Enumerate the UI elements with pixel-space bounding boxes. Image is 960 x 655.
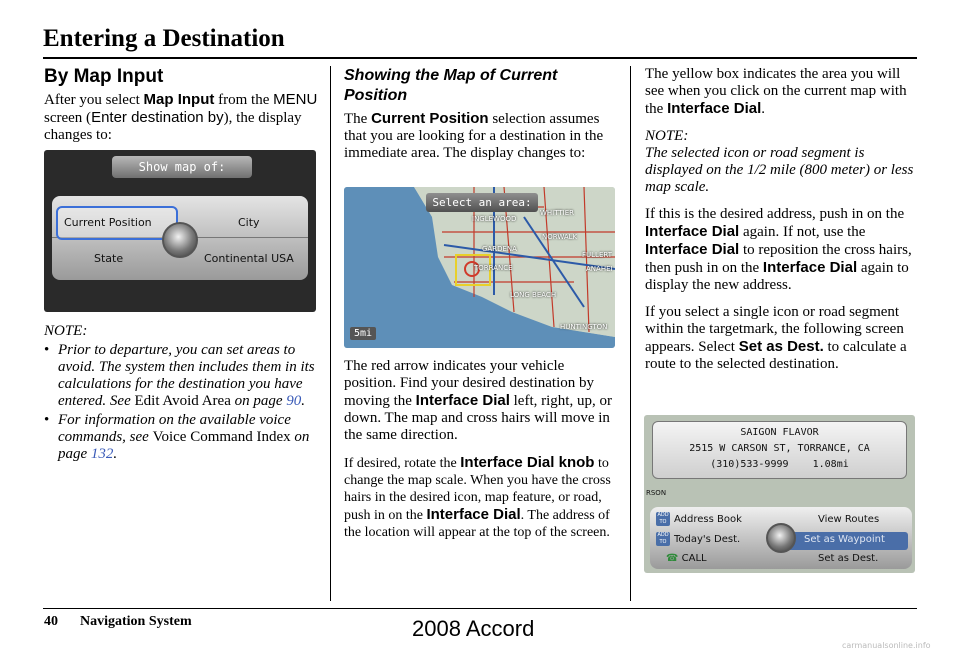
view-routes-button[interactable]: View Routes xyxy=(818,514,880,525)
map-place-label: FULLERT xyxy=(582,251,613,259)
interface-dial-icon xyxy=(766,523,796,553)
page-title: Entering a Destination xyxy=(43,25,285,52)
footer-title: Navigation System xyxy=(80,614,192,629)
map-place-label: TORRANCE xyxy=(474,264,513,272)
header-rule xyxy=(43,57,917,59)
option-current-position[interactable]: Current Position xyxy=(64,216,152,229)
section-heading: By Map Input xyxy=(44,66,164,87)
paragraph: The yellow box indicates the area you will see when you click on the current map with the Interface Dial. xyxy=(645,66,907,117)
column-3 xyxy=(645,66,920,383)
column-1 xyxy=(44,66,319,154)
column-divider xyxy=(630,66,631,601)
map-place-label: WHITTIER xyxy=(540,209,575,217)
select-area-map-screen xyxy=(344,187,615,348)
add-to-tag: ADD TO xyxy=(657,512,669,525)
map-place-label: INGLEWOOD xyxy=(472,215,517,223)
phone-icon: ☎ xyxy=(666,553,679,564)
paragraph: If you select a single icon or road segment within the targetmark, the following screen appears. Select Set as Dest. to calculate a route to the selected destination. xyxy=(645,304,907,372)
note-label: NOTE: xyxy=(645,128,689,144)
add-to-tag: ADD TO xyxy=(657,532,669,545)
screen-header: Show map of: xyxy=(112,156,252,178)
map-scale: 5mi xyxy=(350,327,376,340)
note-item: • For information on the available voice commands, see Voice Command Index on page 132. xyxy=(44,412,319,463)
map-place-label: HUNTINGTON xyxy=(560,323,608,331)
address-book-button[interactable]: Address Book xyxy=(674,514,742,525)
source-watermark: carmanualsonline.info xyxy=(842,641,931,650)
paragraph: If this is the desired address, push in on the Interface Dial again. If not, use the Interface Dial to reposition the cross hairs, then push in on the Interface Dial again to display the new address. xyxy=(645,206,912,293)
place-name: SAIGON FLAVOR xyxy=(740,427,819,438)
todays-dest-button[interactable]: Today's Dest. xyxy=(674,534,741,545)
column-divider xyxy=(330,66,331,601)
intro-paragraph: After you select Map Input from the MENU screen (Enter destination by), the display changes to: xyxy=(44,91,318,143)
street-label: RSON xyxy=(646,489,667,497)
show-map-of-screen xyxy=(44,150,316,312)
paragraph: The Current Position selection assumes that you are looking for a destination in the immediate area. The display changes to: xyxy=(344,110,604,161)
page-number: 40 xyxy=(44,614,58,629)
call-button[interactable]: ☎ CALL xyxy=(666,553,707,564)
column-2-body xyxy=(344,358,619,551)
place-distance: 1.08mi xyxy=(812,459,849,470)
map-place-label: ANAHEI xyxy=(586,265,613,273)
model-watermark: 2008 Accord xyxy=(412,616,535,641)
interface-dial-icon xyxy=(162,222,198,258)
footer-rule xyxy=(43,608,917,609)
paragraph: If desired, rotate the Interface Dial knob to change the map scale. When you have the cross hairs in the desired icon, map feature, or road, push in on the Interface Dial. The address of the location will appear at the top of the screen. xyxy=(344,454,611,540)
column-1-notes xyxy=(44,323,319,465)
map-place-label: GARDENA xyxy=(482,245,517,253)
place-phone-row: (310)533-9999 1.08mi xyxy=(710,459,849,470)
map-place-label: LONG BEACH xyxy=(510,291,557,299)
section-heading: Showing the Map of Current Position xyxy=(344,67,558,104)
column-2 xyxy=(344,66,619,172)
page-link[interactable]: 90 xyxy=(286,393,302,409)
page-link[interactable]: 132 xyxy=(90,446,114,462)
destination-detail-screen xyxy=(644,415,915,573)
set-as-waypoint-button[interactable]: Set as Waypoint xyxy=(804,534,885,545)
note-label: NOTE: xyxy=(44,323,88,339)
map-banner: Select an area: xyxy=(426,193,538,212)
option-continental-usa[interactable]: Continental USA xyxy=(204,252,294,265)
option-city[interactable]: City xyxy=(238,216,260,229)
set-as-dest-button[interactable]: Set as Dest. xyxy=(818,553,879,564)
note-text: The selected icon or road segment is displayed on the 1/2 mile (800 meter) or less map scale. xyxy=(645,145,914,195)
map-place-label: NORWALK xyxy=(542,233,578,241)
option-state[interactable]: State xyxy=(94,252,124,265)
note-item: • Prior to departure, you can set areas to avoid. The system then includes them in its calculations for the destination you have entered. See Edit Avoid Area on page 90. xyxy=(44,342,319,410)
place-address: 2515 W CARSON ST, TORRANCE, CA xyxy=(689,443,870,454)
paragraph: The red arrow indicates your vehicle position. Find your desired destination by moving the Interface Dial left, right, up, or down. The map and cross hairs will move in the same direction. xyxy=(344,358,612,443)
address-card xyxy=(652,421,907,479)
